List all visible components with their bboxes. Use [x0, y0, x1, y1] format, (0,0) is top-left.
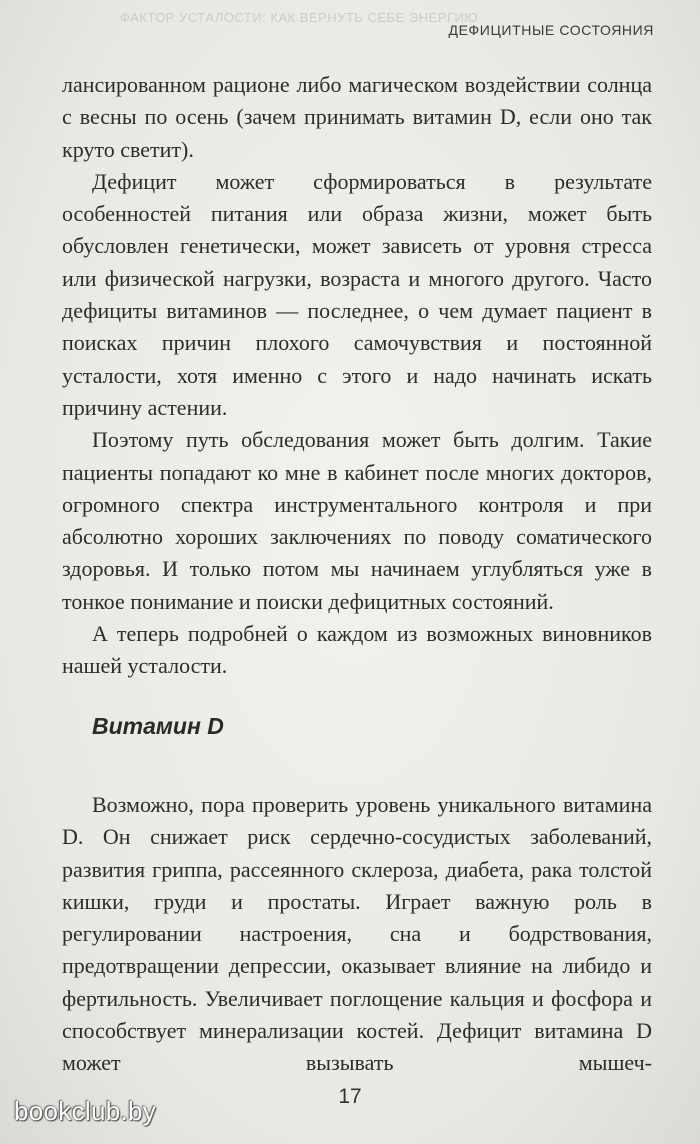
- bleed-through-text: ФАКТОР УСТАЛОСТИ: КАК ВЕРНУТЬ СЕБЕ ЭНЕРГИЮ: [120, 10, 479, 25]
- body-text-block: [62, 69, 652, 683]
- paragraph: Поэтому путь обследования может быть долгим. Такие пациенты попадают ко мне в кабинет после многих докторов, огромного спектра инструментального контроля и при абсолютно хороших заключениях по поводу соматического здоровья. И только потом мы начинаем углубляться уже в тонкое понимание и поиски дефицитных состояний.: [62, 427, 652, 614]
- site-watermark: bookclub.by: [14, 1096, 157, 1126]
- section-heading: Витамин D: [92, 713, 224, 739]
- page-number: 17: [338, 1085, 362, 1108]
- section-text-block: [62, 789, 652, 1080]
- paragraph: А теперь подробней о каждом из возможных виновников нашей усталости.: [62, 621, 652, 679]
- paragraph: Возможно, пора проверить уровень уникального витамина D. Он снижает риск сердечно-сосудистых заболеваний, развития гриппа, рассеянного склероза, диабета, рака толстой кишки, груди и простаты. Играет важную роль в регулировании настроения, сна и бодрствования, предотвращении депрессии, оказывает влияние на либидо и фертильность. Увеличивает поглощение кальция и фосфора и способствует минерализации костей. Дефицит витамина D может вызывать мышеч-: [62, 792, 652, 1076]
- paragraph: Дефицит может сформироваться в результате особенностей питания или образа жизни, может быть обусловлен генетически, может зависеть от уровня стресса или физической нагрузки, возраста и многого другого. Часто дефициты витаминов — последнее, о чем думает пациент в поисках причин плохого самочувствия и постоянной усталости, хотя именно с этого и надо начинать искать причину астении.: [62, 168, 652, 420]
- running-header: ДЕФИЦИТНЫЕ СОСТОЯНИЯ: [448, 22, 654, 38]
- paragraph-continued: лансированном рационе либо магическом воздействии солнца с весны по осень (зачем принимать витамин D, если оно так круто светит).: [62, 72, 652, 162]
